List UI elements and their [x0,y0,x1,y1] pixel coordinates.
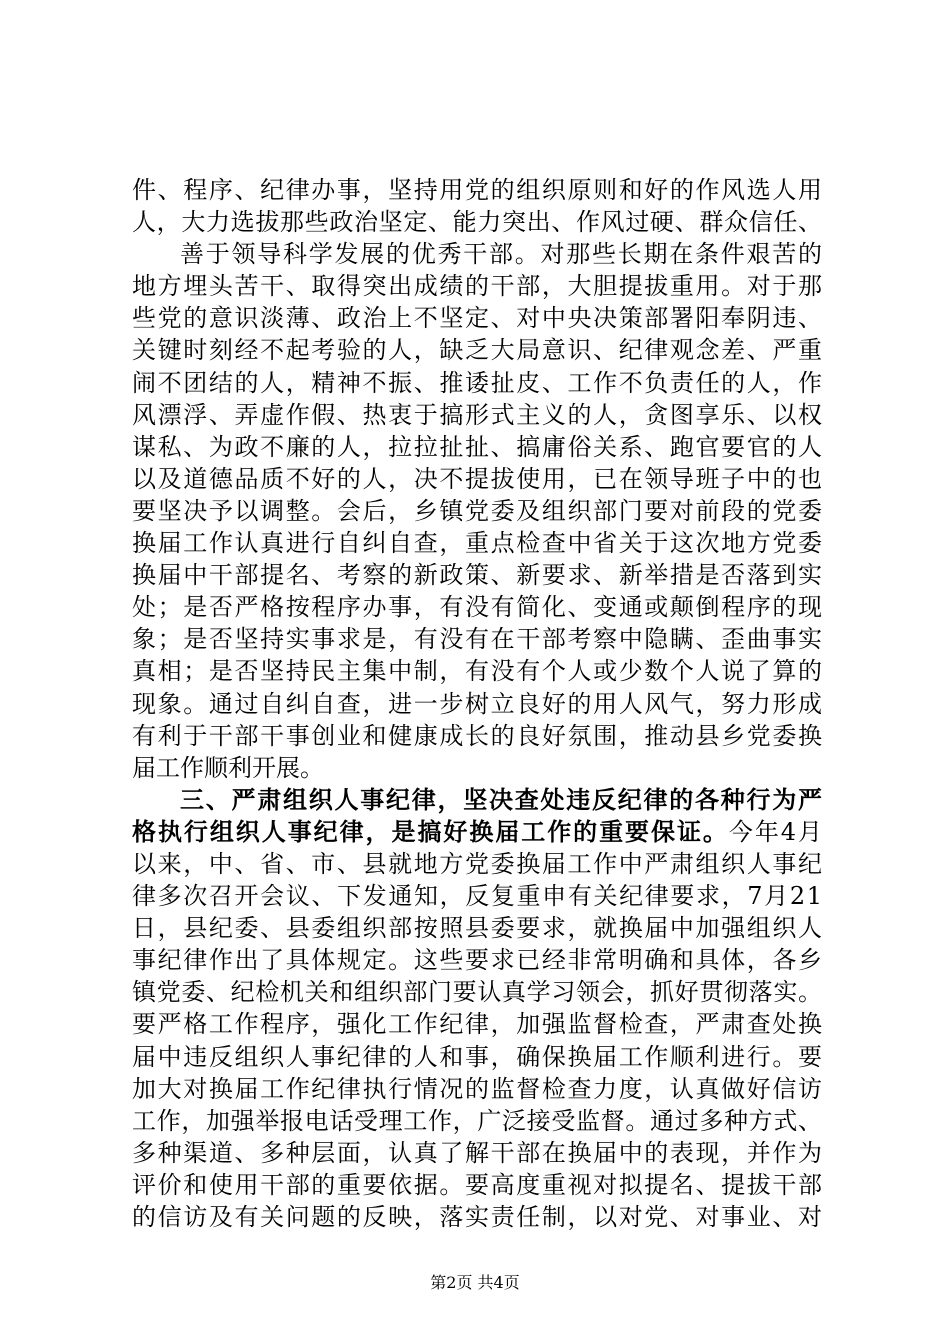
text-line: 要坚决予以调整。会后，乡镇党委及组织部门要对前段的党委 [132,496,824,525]
text-line: 工作，加强举报电话受理工作，广泛接受监督。通过多种方式、 [132,1106,823,1135]
text-line: 多种渠道、多种层面，认真了解干部在换届中的表现，并作为 [132,1138,824,1167]
text-line: 闹不团结的人，精神不振、推诿扯皮、工作不负责任的人，作 [132,368,824,397]
section-heading: 三、严肃组织人事纪律，坚决查处违反纪律的各种行为严 [180,785,824,814]
text-line: 些党的意识淡薄、政治上不坚定、对中央决策部署阳奉阴违、 [132,304,824,333]
text-line: 的信访及有关问题的反映，落实责任制，以对党、对事业、对 [132,1203,824,1231]
section-heading-continued [132,816,822,848]
text-line: 处；是否严格按程序办事，有没有简化、变通或颠倒程序的现 [132,593,824,622]
text-line: 以及道德品质不好的人，决不提拔使用，已在领导班子中的也 [132,464,824,493]
text-line: 届中违反组织人事纪律的人和事，确保换届工作顺利进行。要 [132,1042,824,1071]
text-line: 象；是否坚持实事求是，有没有在干部考察中隐瞒、歪曲事实 [132,625,824,654]
text-line: 换届中干部提名、考察的新政策、新要求、新举措是否落到实 [132,561,824,590]
text-line: 谋私、为政不廉的人，拉拉扯扯、搞庸俗关系、跑官要官的人 [132,432,824,461]
body-text [132,174,822,1233]
page-number-footer: 第2页 共4页 [430,1273,520,1292]
text-line: 件、程序、纪律办事，坚持用党的组织原则和好的作风选人用 [132,176,824,204]
text-line: 善于领导科学发展的优秀干部。对那些长期在条件艰苦的 [180,240,824,269]
text-line: 风漂浮、弄虚作假、热衷于搞形式主义的人，贪图享乐、以权 [132,400,824,429]
section-heading-bold: 格执行组织人事纪律，是搞好换届工作的重要保证。 [132,817,729,846]
text-line: 地方埋头苦干、取得突出成绩的干部，大胆提拔重用。对于那 [132,272,824,301]
text-line: 现象。通过自纠自查，进一步树立良好的用人风气，努力形成 [132,689,824,718]
text-line: 要严格工作程序，强化工作纪律，加强监督检查，严肃查处换 [132,1010,824,1039]
text-line: 换届工作认真进行自纠自查，重点检查中省关于这次地方党委 [132,529,824,558]
text-line: 人，大力选拔那些政治坚定、能力突出、作风过硬、群众信任、 [132,208,823,237]
text-line: 镇党委、纪检机关和组织部门要认真学习领会，抓好贯彻落实。 [132,978,823,1007]
text-line: 关键时刻经不起考验的人，缺乏大局意识、纪律观念差、严重 [132,336,824,365]
text-line: 加大对换届工作纪律执行情况的监督检查力度，认真做好信访 [132,1074,824,1103]
text-line: 以来，中、省、市、县就地方党委换届工作中严肃组织人事纪 [132,849,824,878]
text-line: 有利于干部干事创业和健康成长的良好氛围，推动县乡党委换 [132,721,824,750]
section-text: 今年4月 [728,817,824,846]
text-line: 日，县纪委、县委组织部按照县委要求，就换届中加强组织人 [132,914,824,943]
text-line: 事纪律作出了具体规定。这些要求已经非常明确和具体，各乡 [132,946,824,975]
text-line: 届工作顺利开展。 [132,753,324,782]
text-line: 律多次召开会议、下发通知，反复重申有关纪律要求，7月21 [132,882,824,911]
text-line: 评价和使用干部的重要依据。要高度重视对拟提名、提拔干部 [132,1170,824,1199]
text-line: 真相；是否坚持民主集中制，有没有个人或少数个人说了算的 [132,657,824,686]
